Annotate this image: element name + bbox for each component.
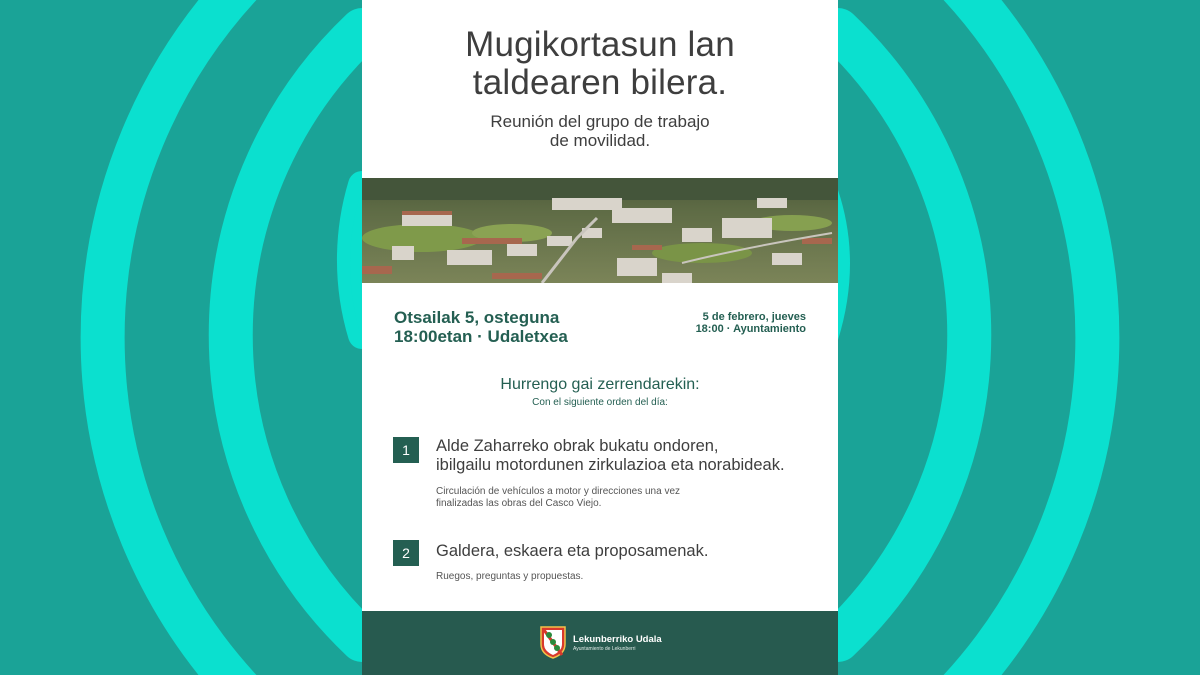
arc-left-middle (231, 30, 362, 640)
arc-right-inner (838, 190, 850, 340)
agenda-item-description (436, 571, 583, 583)
poster-title (362, 26, 838, 102)
agenda-number-badge: 2 (393, 540, 419, 566)
agenda-item-description (436, 486, 680, 510)
org-subtitle: Ayuntamiento de Lekunberri (573, 646, 636, 652)
agenda-item-title (436, 542, 708, 561)
subtitle-line-2: de movilidad. (549, 131, 651, 150)
title-line-1: Mugikortasun lan (465, 25, 735, 64)
arc-right-middle (838, 30, 969, 640)
poster-subtitle (362, 112, 838, 150)
date-spanish-day: 5 de febrero, jueves (702, 311, 806, 323)
municipal-crest-icon (540, 626, 566, 659)
date-spanish-time-place: 18:00 · Ayuntamiento (695, 323, 806, 335)
agenda-item-title-line: Galdera, eskaera eta proposamenak. (436, 542, 709, 560)
agenda-number-badge: 1 (393, 437, 419, 463)
date-spanish (696, 311, 806, 335)
agenda-item-desc-line: finalizadas las obras del Casco Viejo. (436, 498, 602, 509)
agenda-heading: Hurrengo gai zerrendarekin: (500, 376, 700, 393)
aerial-village-photo (362, 178, 838, 283)
date-basque-day: Otsailak 5, osteguna (394, 308, 560, 327)
agenda-item-desc-line: Circulación de vehículos a motor y direcciones una vez (436, 486, 681, 497)
agenda-item-desc-line: Ruegos, preguntas y propuestas. (436, 571, 584, 582)
poster-footer (362, 611, 838, 675)
date-basque-time-place: 18:00etan · Udaletxea (394, 327, 568, 346)
meeting-poster (362, 0, 838, 675)
agenda-subheading: Con el siguiente orden del día: (532, 397, 668, 408)
agenda-item-title-line: Alde Zaharreko obrak bukatu ondoren, (436, 437, 719, 455)
title-line-2: taldearen bilera. (472, 63, 728, 102)
subtitle-line-1: Reunión del grupo de trabajo (490, 112, 710, 131)
org-name: Lekunberriko Udala (573, 634, 662, 645)
agenda-item-title-line: ibilgailu motordunen zirkulazioa eta norabideak. (436, 456, 785, 474)
date-basque (394, 308, 568, 346)
agenda-item-title (436, 437, 785, 475)
